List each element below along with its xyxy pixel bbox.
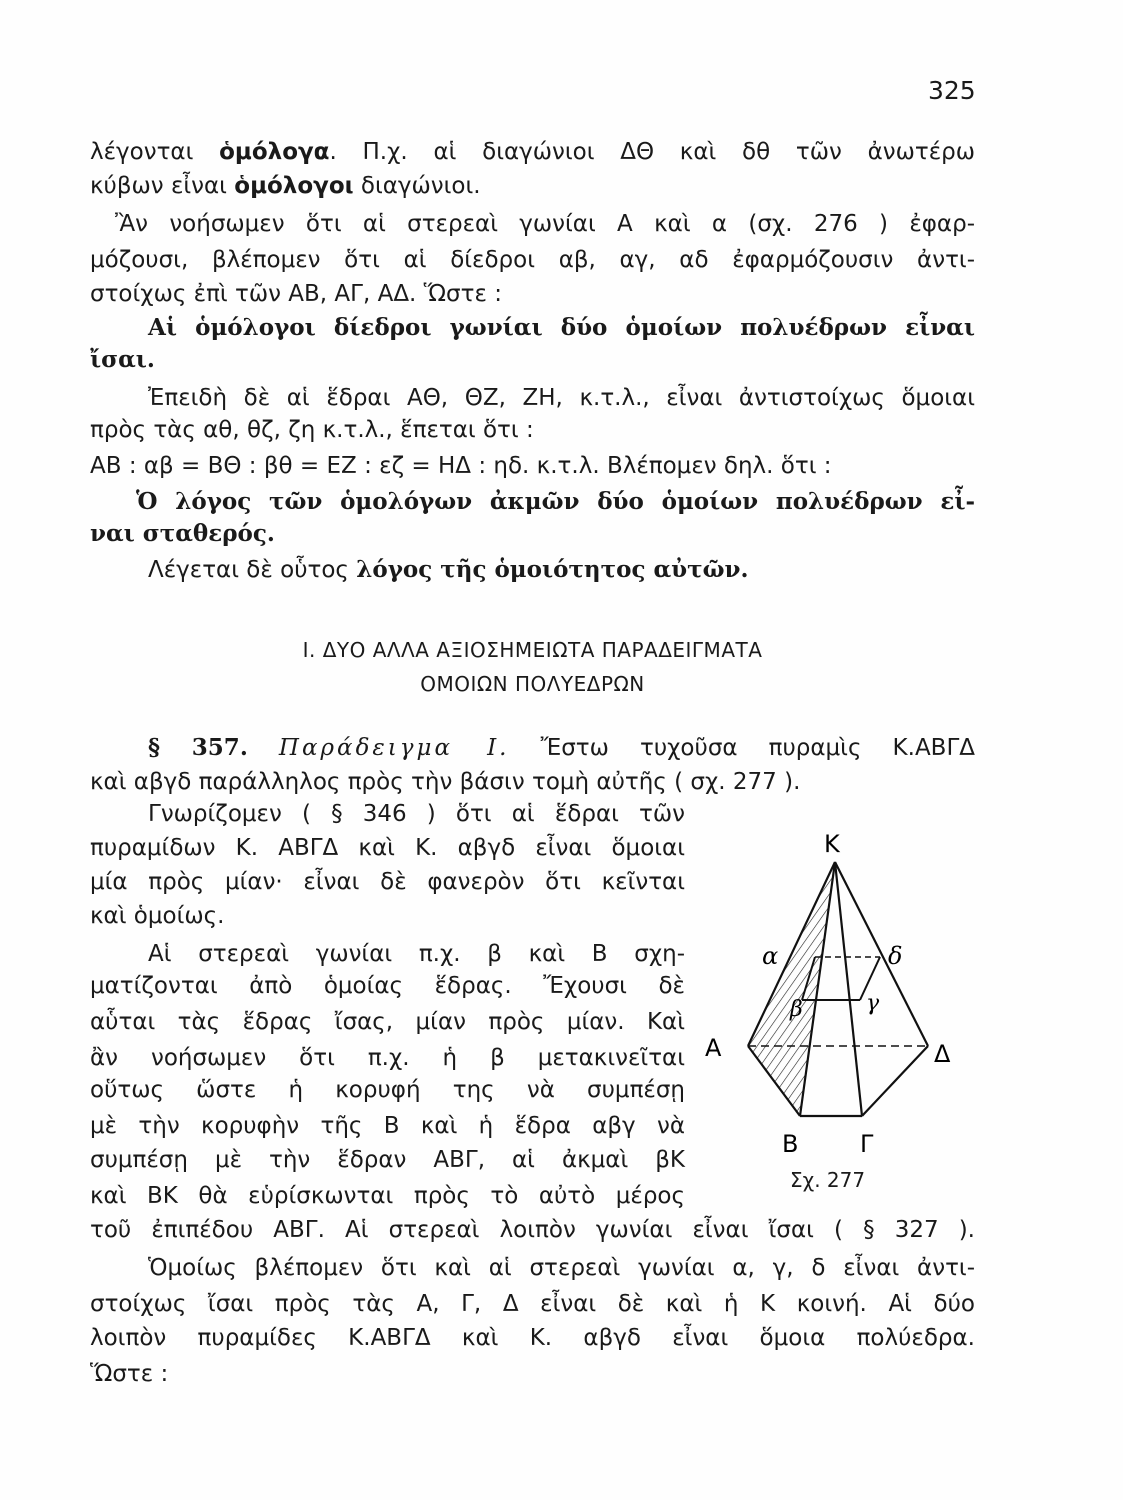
paragraph-line bbox=[90, 134, 975, 170]
text-run: Ἔστω τυχοῦσα πυραμὶς Κ.ΑΒΓΔ bbox=[509, 735, 976, 761]
paragraph-line: στοίχως ἴσαι πρὸς τὰς Α, Γ, Δ εἶναι δὲ καὶ ἡ Κ κοινή. Αἱ δύο bbox=[90, 1291, 975, 1317]
bold-term: ὁμόλογα bbox=[219, 139, 330, 165]
figure-277 bbox=[700, 822, 970, 1202]
theorem-line: ναι σταθερός. bbox=[90, 520, 275, 547]
paragraph-line: οὕτως ὥστε ἡ κορυφή της νὰ συμπέσῃ bbox=[90, 1077, 685, 1103]
paragraph-line: καὶ ὁμοίως. bbox=[90, 903, 225, 929]
edge-KD bbox=[835, 862, 928, 1046]
paragraph-line: στοίχως ἐπὶ τῶν ΑΒ, ΑΓ, ΑΔ. Ὥστε : bbox=[90, 281, 502, 307]
text-run: Λέγεται δὲ οὗτος bbox=[148, 557, 357, 583]
paragraph-line: ΑΒ : αβ = ΒΘ : βθ = ΕΖ : εζ = ΗΔ : ηδ. κ.τ.λ. Βλέπομεν δηλ. ὅτι : bbox=[90, 453, 832, 479]
figure-caption: Σχ. 277 bbox=[790, 1168, 866, 1192]
pyramid-diagram bbox=[700, 822, 970, 1202]
label-g: γ bbox=[866, 991, 880, 1016]
paragraph-line: Ὥστε : bbox=[90, 1361, 169, 1387]
label-G: Γ bbox=[860, 1130, 874, 1158]
paragraph-line: Αἱ στερεαὶ γωνίαι π.χ. β καὶ Β σχη- bbox=[148, 941, 685, 967]
paragraph-line: Ὁμοίως βλέπομεν ὅτι καὶ αἱ στερεαὶ γωνίαι α, γ, δ εἶναι ἀντι- bbox=[148, 1255, 975, 1281]
example-heading-line bbox=[148, 730, 975, 766]
bold-term: λόγος τῆς ὁμοιότητος αὐτῶν. bbox=[356, 556, 749, 583]
label-D: Δ bbox=[934, 1040, 951, 1068]
paragraph-line: μία πρὸς μίαν· εἶναι δὲ φανερὸν ὅτι κεῖνται bbox=[90, 869, 685, 895]
edge-KG bbox=[835, 862, 862, 1116]
theorem-line: Ὁ λόγος τῶν ὁμολόγων ἀκμῶν δύο ὁμοίων πολυέδρων εἶ- bbox=[136, 488, 975, 515]
paragraph-line: Ἐπειδὴ δὲ αἱ ἕδραι ΑΘ, ΘΖ, ΖΗ, κ.τ.λ., εἶναι ἀντιστοίχως ὅμοιαι bbox=[148, 385, 975, 411]
text-run: διαγώνιοι. bbox=[353, 173, 481, 199]
paragraph-line: τοῦ ἐπιπέδου ΑΒΓ. Αἱ στερεαὶ λοιπὸν γωνίαι εἶναι ἴσαι ( § 327 ). bbox=[90, 1217, 975, 1243]
edge-GD bbox=[862, 1046, 928, 1116]
paragraph-line: ματίζονται ἀπὸ ὁμοίας ἕδρας. Ἔχουσι δὲ bbox=[90, 973, 685, 999]
paragraph-line: πρὸς τὰς αθ, θζ, ζη κ.τ.λ., ἕπεται ὅτι : bbox=[90, 417, 534, 443]
paragraph-line: Γνωρίζομεν ( § 346 ) ὅτι αἱ ἕδραι τῶν bbox=[148, 801, 685, 827]
label-K: Κ bbox=[824, 830, 840, 858]
paragraph-line: μὲ τὴν κορυφὴν τῆς Β καὶ ἡ ἕδρα αβγ νὰ bbox=[90, 1113, 685, 1139]
theorem-line: ἴσαι. bbox=[90, 346, 155, 373]
section-heading: I. ΔΥΟ ΑΛΛΑ ΑΞΙΟΣΗΜΕΙΩΤΑ ΠΑΡΑΔΕΙΓΜΑΤΑ bbox=[302, 638, 763, 662]
text-run: λέγονται bbox=[90, 139, 220, 165]
label-A: Α bbox=[705, 1034, 722, 1062]
label-b: β bbox=[790, 997, 803, 1022]
theorem-line: Αἱ ὁμόλογοι δίεδροι γωνίαι δύο ὁμοίων πολυέδρων εἶναι bbox=[148, 314, 975, 341]
paragraph-line: πυραμίδων Κ. ΑΒΓΔ καὶ Κ. αβγδ εἶναι ὅμοιαι bbox=[90, 835, 685, 861]
hatched-face bbox=[748, 862, 835, 1116]
paragraph-line bbox=[148, 552, 1033, 588]
label-d: δ bbox=[888, 942, 903, 970]
text-run: . Π.χ. αἱ διαγώνιοι ΔΘ καὶ δθ τῶν ἀνωτέρω bbox=[329, 139, 975, 165]
paragraph-line: αὗται τὰς ἕδρας ἴσας, μίαν πρὸς μίαν. Καὶ bbox=[90, 1009, 685, 1035]
section-number: § 357. bbox=[148, 734, 248, 761]
paragraph-line: Ἂν νοήσωμεν ὅτι αἱ στερεαὶ γωνίαι Α καὶ α (σχ. 276 ) ἐφαρ- bbox=[115, 211, 975, 237]
paragraph-line bbox=[90, 168, 975, 204]
paragraph-line: συμπέσῃ μὲ τὴν ἕδραν ΑΒΓ, αἱ ἀκμαὶ βΚ bbox=[90, 1147, 685, 1173]
paragraph-line: καὶ ΒΚ θὰ εὑρίσκωνται πρὸς τὸ αὐτὸ μέρος bbox=[90, 1183, 685, 1209]
label-a: α bbox=[762, 942, 779, 970]
page-number: 325 bbox=[928, 76, 976, 105]
bold-term: ὁμόλογοι bbox=[234, 173, 354, 199]
paragraph-line: καὶ αβγδ παράλληλος πρὸς τὴν βάσιν τομὴ αὐτῆς ( σχ. 277 ). bbox=[90, 769, 801, 795]
paragraph-line: λοιπὸν πυραμίδες Κ.ΑΒΓΔ καὶ Κ. αβγδ εἶναι ὅμοια πολύεδρα. bbox=[90, 1325, 975, 1351]
section-heading: ΟΜΟΙΩΝ ΠΟΛΥΕΔΡΩΝ bbox=[420, 672, 645, 696]
text-run: κύβων εἶναι bbox=[90, 173, 235, 199]
paragraph-line: μόζουσι, βλέπομεν ὅτι αἱ δίεδροι αβ, αγ, αδ ἐφαρμόζουσιν ἀντι- bbox=[90, 247, 975, 273]
example-title: Παράδειγμα Ι. bbox=[278, 735, 510, 761]
label-B: Β bbox=[782, 1130, 799, 1158]
paragraph-line: ἂν νοήσωμεν ὅτι π.χ. ἡ β μετακινεῖται bbox=[90, 1045, 685, 1071]
